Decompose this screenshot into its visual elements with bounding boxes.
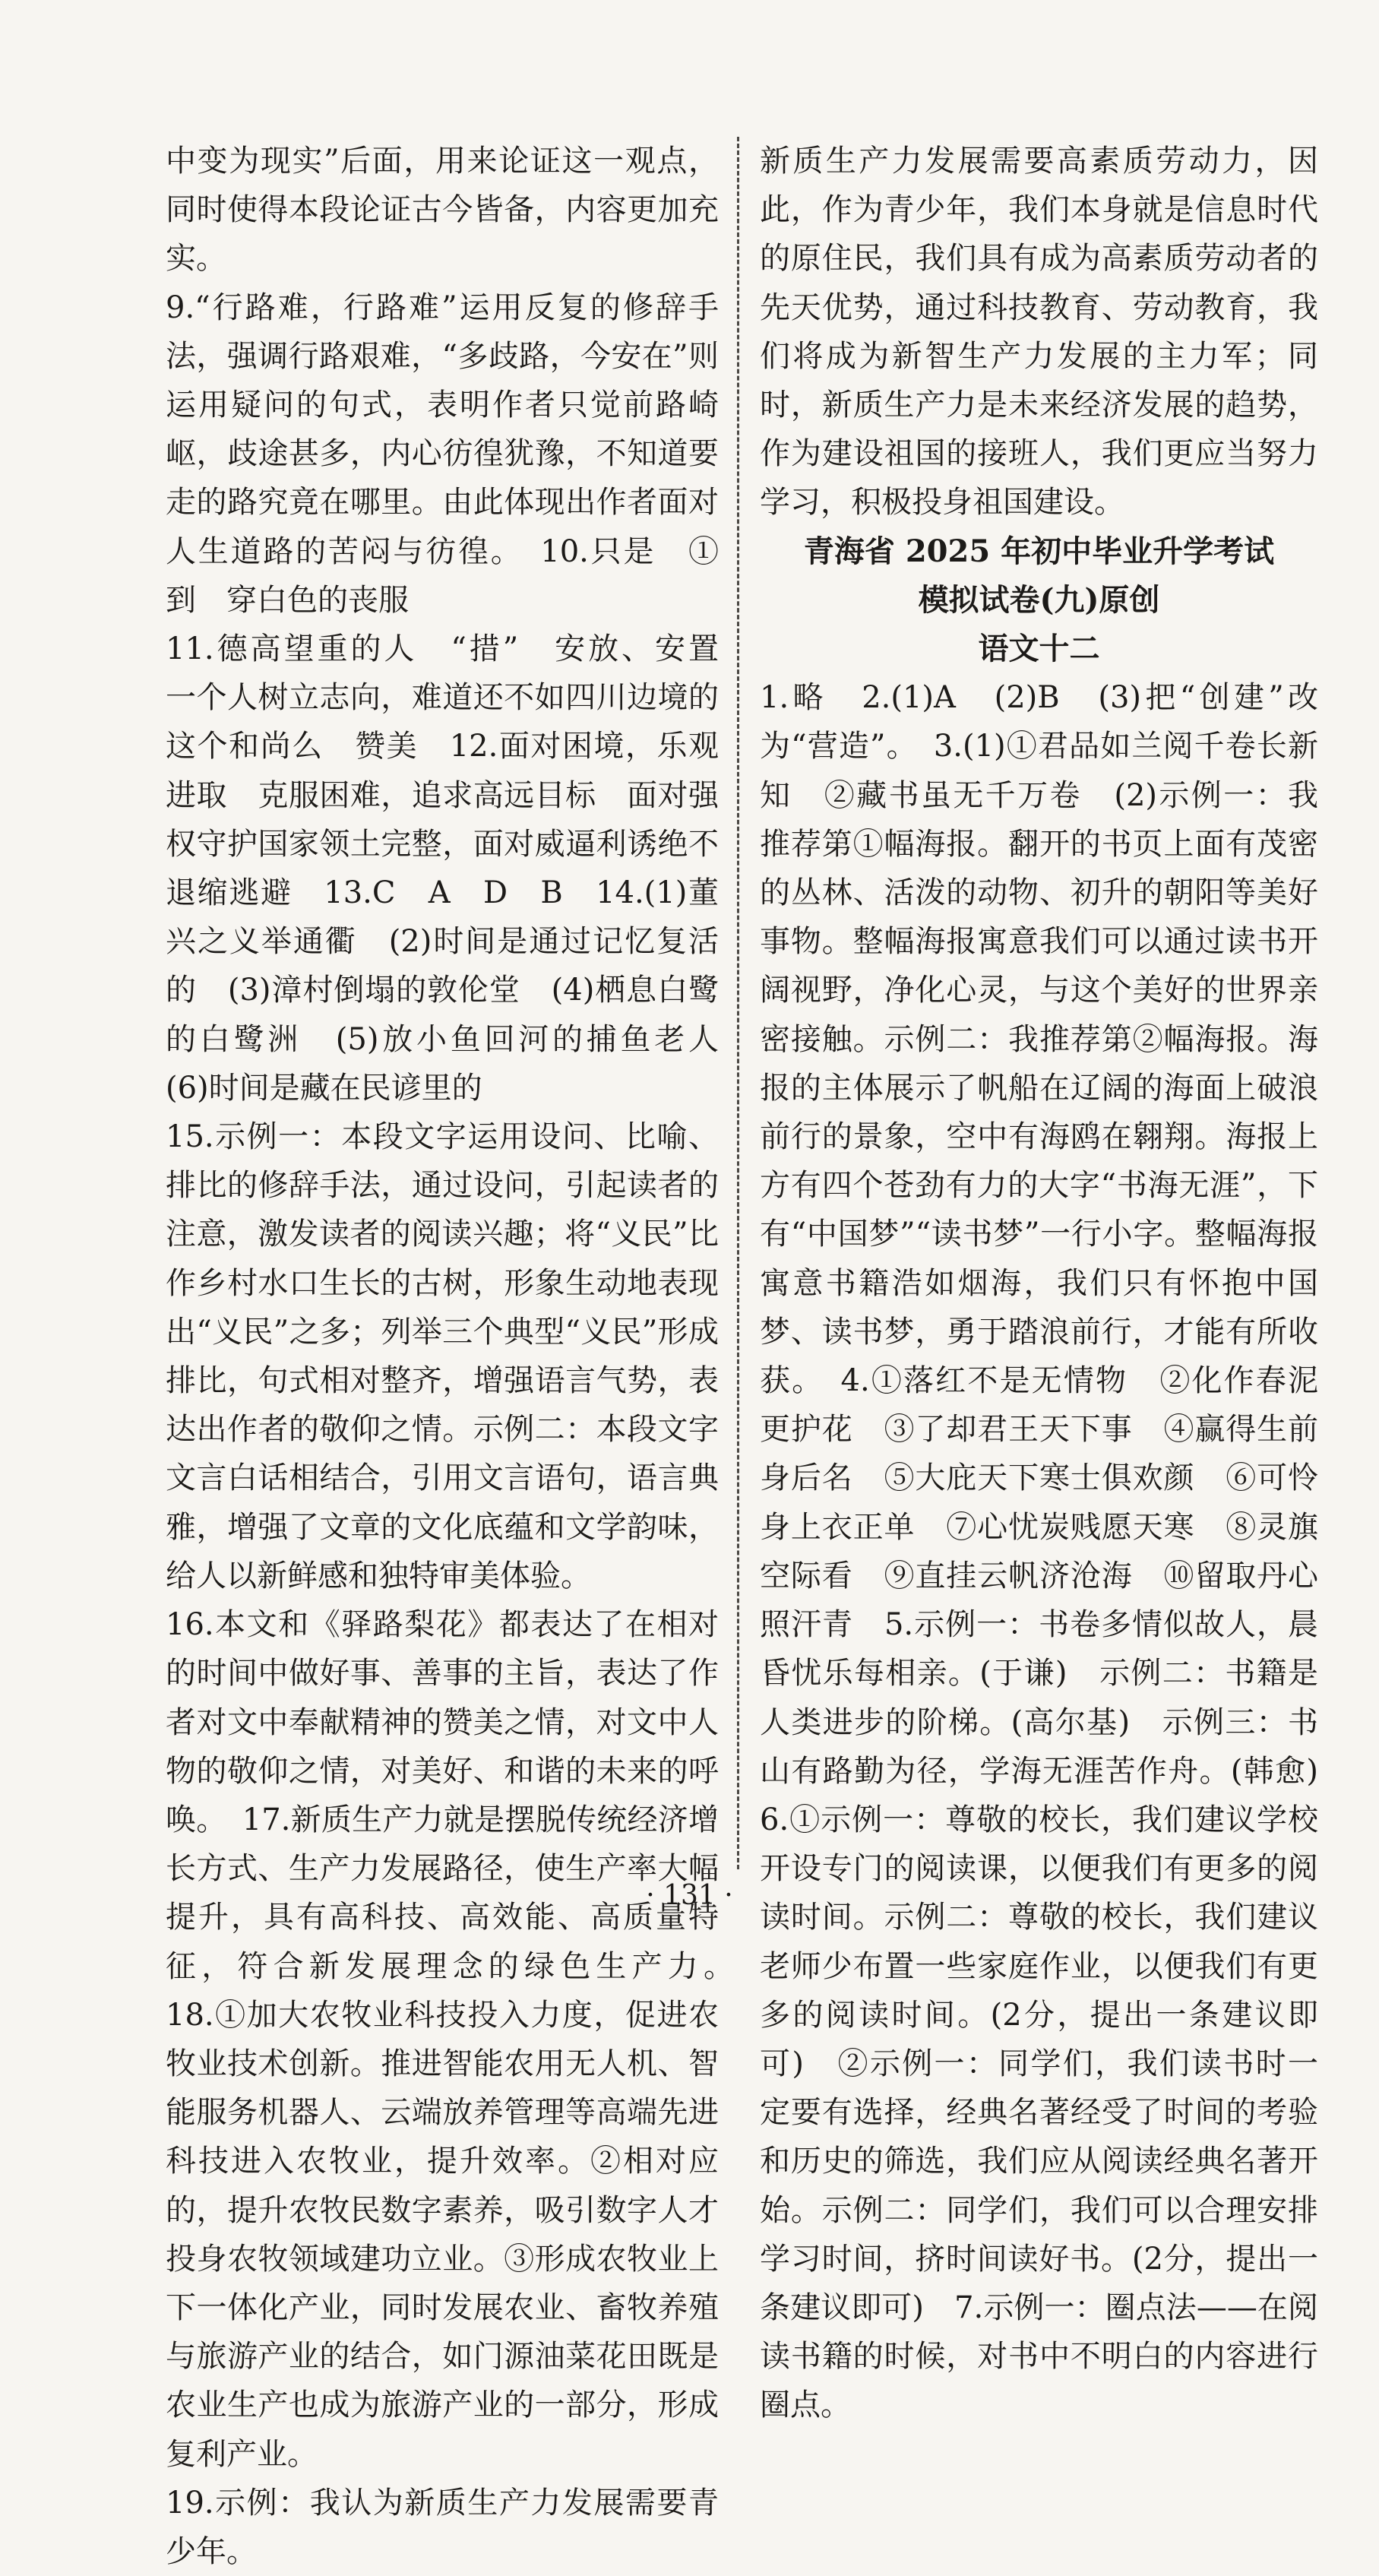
answer-block: 1.略 2.(1)A (2)B (3)把“创建”改为“营造”。 3.(1)①君品如兰阅千卷长新知 ②藏书虽无千万卷 (2)示例一：我推荐第①幅海报。翻开的书页上面有茂密的丛林、活泼的动物、初升的朝阳等美好事物。整幅海报寓意我们可以通过读书开阔视野，净化心灵，与这个美好的世界亲密接触。示例二：我推荐第②幅海报。海报的主体展示了帆船在辽阔的海面上破浪前行的景象，空中有海鸥在翱翔。海报上方有四个苍劲有力的大字“书海无涯”，下有“中国梦”“读书梦”一行小字。整幅海报寓意书籍浩如烟海，我们只有怀抱中国梦、读书梦，勇于踏浪前行，才能有所收获。 4.①落红不是无情物 ②化作春泥更护花 ③了却君王天下事 ④赢得生前身后名 ⑤大庇天下寒士俱欢颜 ⑥可怜身上衣正单 ⑦心忧炭贱愿天寒 ⑧灵旗空际看 ⑨直挂云帆济沧海 ⑩留取丹心照汗青 5.示例一：书卷多情似故人，晨昏忧乐每相亲。(于谦) 示例二：书籍是人类进步的阶梯。(高尔基) 示例三：书山有路勤为径，学海无涯苦作舟。(韩愈) 6.①示例一：尊敬的校长，我们建议学校开设专门的阅读课，以便我们有更多的阅读时间。示例二：尊敬的校长，我们建议老师少布置一些家庭作业，以便我们有更多的阅读时间。(2分，提出一条建议即可) ②示例一：同学们，我们读书时一定要有选择，经典名著经受了时间的考验和历史的筛选，我们应从阅读经典名著开始。示例二：同学们，我们可以合理安排学习时间，挤时间读好书。(2分，提出一条建议即可) 7.示例一：圈点法——在阅读书籍的时候，对书中不明白的内容进行圈点。: [760, 680, 1349, 2423]
answer-block: 19.示例：我认为新质生产力发展需要青少年。: [166, 2485, 719, 2569]
answer-block: 9.“行路难，行路难”运用反复的修辞手法，强调行路艰难，“多歧路，今安在”则运用疑问的句式，表明作者只觉前路崎岖，歧途甚多，内心彷徨犹豫，不知道要走的路究竟在哪里。由此体现出作者面对人生道路的苦闷与彷徨。 10.只是 ① 到 穿白色的丧服: [166, 290, 749, 618]
page-number: · 131 ·: [646, 1880, 733, 1911]
answer-block: 15.示例一：本段文字运用设问、比喻、排比的修辞手法，通过设问，引起读者的注意，激发读者的阅读兴趣；将“义民”比作乡村水口生长的古树，形象生动地表现出“义民”之多；列举三个典型“义民”形成排比，句式相对整齐，增强语言气势，表达出作者的敬仰之情。示例二：本段文字文言白话相结合，引用文言语句，语言典雅，增强了文章的文化底蕴和文学韵味，给人以新鲜感和独特审美体验。: [166, 1119, 719, 1593]
exam-heading: 青海省 2025 年初中毕业升学考试: [803, 533, 1275, 569]
exam-subheading: 模拟试卷(九)原创: [918, 581, 1160, 618]
column-divider: [737, 137, 739, 1869]
right-column: [760, 137, 1349, 2430]
answer-block: 中变为现实”后面，用来论证这一观点，同时使得本段论证古今皆备，内容更加充实。: [166, 144, 719, 277]
section-title: 语文十二: [978, 631, 1100, 667]
left-column: [166, 137, 749, 2576]
answer-block: 11.德高望重的人 “措” 安放、安置 一个人树立志向，难道还不如四川边境的这个和尚么 赞美 12.面对困境，乐观进取 克服困难，追求高远目标 面对强权守护国家领土完整，面对威逼利诱绝不退缩逃避 13.C A D B 14.(1)董兴之义举通衢 (2)时间是通过记忆复活的 (3)漳村倒塌的敦伦堂 (4)栖息白鹭的白鹭洲 (5)放小鱼回河的捕鱼老人 (6)时间是藏在民谚里的: [166, 631, 749, 1106]
answer-block: 新质生产力发展需要高素质劳动力，因此，作为青少年，我们本身就是信息时代的原住民，我们具有成为高素质劳动者的先天优势，通过科技教育、劳动教育，我们将成为新智生产力发展的主力军；同时，新质生产力是未来经济发展的趋势，作为建设祖国的接班人，我们更应当努力学习，积极投身祖国建设。: [760, 144, 1318, 521]
answer-block: 16.本文和《驿路梨花》都表达了在相对的时间中做好事、善事的主旨，表达了作者对文中奉献精神的赞美之情，对文中人物的敬仰之情，对美好、和谐的未来的呼唤。 17.新质生产力就是摆脱传统经济增长方式、生产力发展路径，使生产率大幅提升，具有高科技、高效能、高质量特征，符合新发展理念的绿色生产力。 18.①加大农牧业科技投入力度，促进农牧业技术创新。推进智能农用无人机、智能服务机器人、云端放养管理等高端先进科技进入农牧业，提升效率。②相对应的，提升农牧民数字素养，吸引数字人才投身农牧领域建功立业。③形成农牧业上下一体化产业，同时发展农业、畜牧养殖与旅游产业的结合，如门源油菜花田既是农业生产也成为旅游产业的一部分，形成复利产业。: [166, 1607, 749, 2472]
